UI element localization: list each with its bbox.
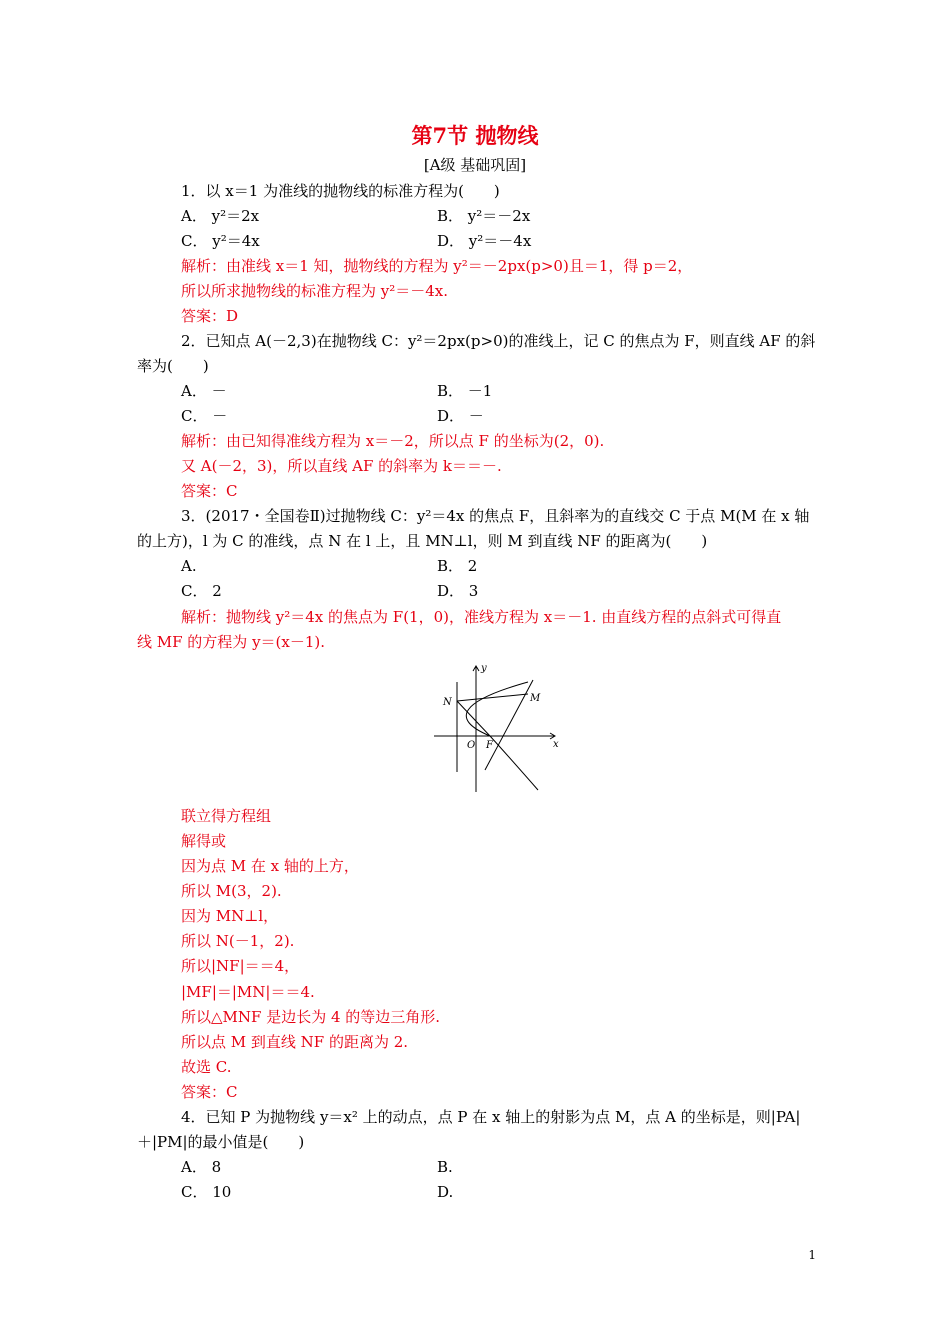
q1-option-c: C． y²＝4x — [181, 232, 260, 250]
q3-step-7: 所以|NF|＝＝4， — [181, 957, 300, 975]
q4-option-a: A． 8 — [181, 1158, 222, 1176]
q4-option-c: C． 10 — [181, 1183, 232, 1201]
q1-stem: 1．以 x＝1 为准线的抛物线的标准方程为( ) — [181, 182, 500, 200]
q2-analysis-line1: 解析：由已知得准线方程为 x＝－2，所以点 F 的坐标为(2，0). — [181, 432, 605, 450]
level-heading: [A级 基础巩固] — [423, 156, 527, 174]
label-f: F — [486, 740, 493, 751]
q2-analysis-line2: 又 A(－2，3)，所以直线 AF 的斜率为 k＝＝－. — [181, 457, 502, 475]
q1-option-d: D． y²＝－4x — [437, 232, 532, 250]
q3-step-8: |MF|＝|MN|＝＝4. — [181, 983, 315, 1001]
q1-analysis-line1: 解析：由准线 x＝1 知，抛物线的方程为 y²＝－2px(p>0)且＝1，得 p＝2， — [181, 257, 693, 275]
q1-option-b: B． y²＝－2x — [437, 207, 531, 225]
segment-nm — [457, 694, 528, 701]
q2-answer: 答案：C — [181, 482, 238, 500]
q1-answer: 答案：D — [181, 307, 239, 325]
q1-analysis-line2: 所以所求抛物线的标准方程为 y²＝－4x. — [181, 282, 449, 300]
label-m: M — [530, 693, 541, 704]
label-y: y — [481, 663, 487, 674]
q3-step-2: 解得或 — [181, 832, 227, 850]
label-x: x — [553, 739, 559, 750]
q3-step-5: 因为 MN⊥l， — [181, 907, 279, 925]
q3-step-9: 所以△MNF 是边长为 4 的等边三角形. — [181, 1008, 441, 1026]
q2-stem-line2: 率为( ) — [137, 357, 209, 375]
label-n: N — [443, 697, 452, 708]
q3-answer: 答案：C — [181, 1083, 238, 1101]
q3-stem-line1: 3．(2017・全国卷Ⅱ)过抛物线 C：y²＝4x 的焦点 F，且斜率为的直线交 C 于点 M(M 在 x 轴 — [181, 507, 810, 525]
q3-step-1: 联立得方程组 — [181, 807, 272, 825]
q3-stem-line2: 的上方)，l 为 C 的准线，点 N 在 l 上，且 MN⊥l，则 M 到直线 NF 的距离为( ) — [137, 532, 708, 550]
q4-option-b: B. — [437, 1158, 453, 1176]
q3-step-11: 故选 C. — [181, 1058, 232, 1076]
q3-option-a: A. — [181, 557, 197, 575]
q3-step-3: 因为点 M 在 x 轴的上方， — [181, 857, 359, 875]
segment-nf — [457, 701, 490, 736]
q3-option-b: B． 2 — [437, 557, 478, 575]
q2-option-a: A． － — [181, 382, 227, 400]
label-o: O — [467, 740, 476, 751]
q3-option-d: D． 3 — [437, 582, 479, 600]
q3-option-c: C． 2 — [181, 582, 222, 600]
q3-step-4: 所以 M(3，2). — [181, 882, 282, 900]
q4-stem-line1: 4．已知 P 为抛物线 y＝x² 上的动点，点 P 在 x 轴上的射影为点 M，点 A 的坐标是，则|PA| — [181, 1108, 801, 1126]
q2-option-b: B． －1 — [437, 382, 493, 400]
q3-step-10: 所以点 M 到直线 NF 的距离为 2. — [181, 1033, 409, 1051]
q1-option-a: A． y²＝2x — [181, 207, 260, 225]
q2-option-d: D． － — [437, 407, 484, 425]
page-number: 1 — [808, 1248, 816, 1262]
q2-option-c: C． － — [181, 407, 228, 425]
page-title: 第7节 抛物线 — [411, 123, 539, 148]
q3-analysis-line2: 线 MF 的方程为 y＝(x－1). — [137, 633, 326, 651]
q3-analysis-line1: 解析：抛物线 y²＝4x 的焦点为 F(1，0)，准线方程为 x＝－1. 由直线方程的点斜式可得直 — [181, 608, 782, 626]
q4-option-d: D. — [437, 1183, 454, 1201]
q2-stem-line1: 2．已知点 A(－2,3)在抛物线 C：y²＝2px(p>0)的准线上，记 C 的焦点为 F，则直线 AF 的斜 — [181, 332, 816, 350]
q3-step-6: 所以 N(－1，2). — [181, 932, 295, 950]
parabola-figure — [430, 660, 565, 795]
q4-stem-line2: ＋|PM|的最小值是( ) — [137, 1133, 305, 1151]
